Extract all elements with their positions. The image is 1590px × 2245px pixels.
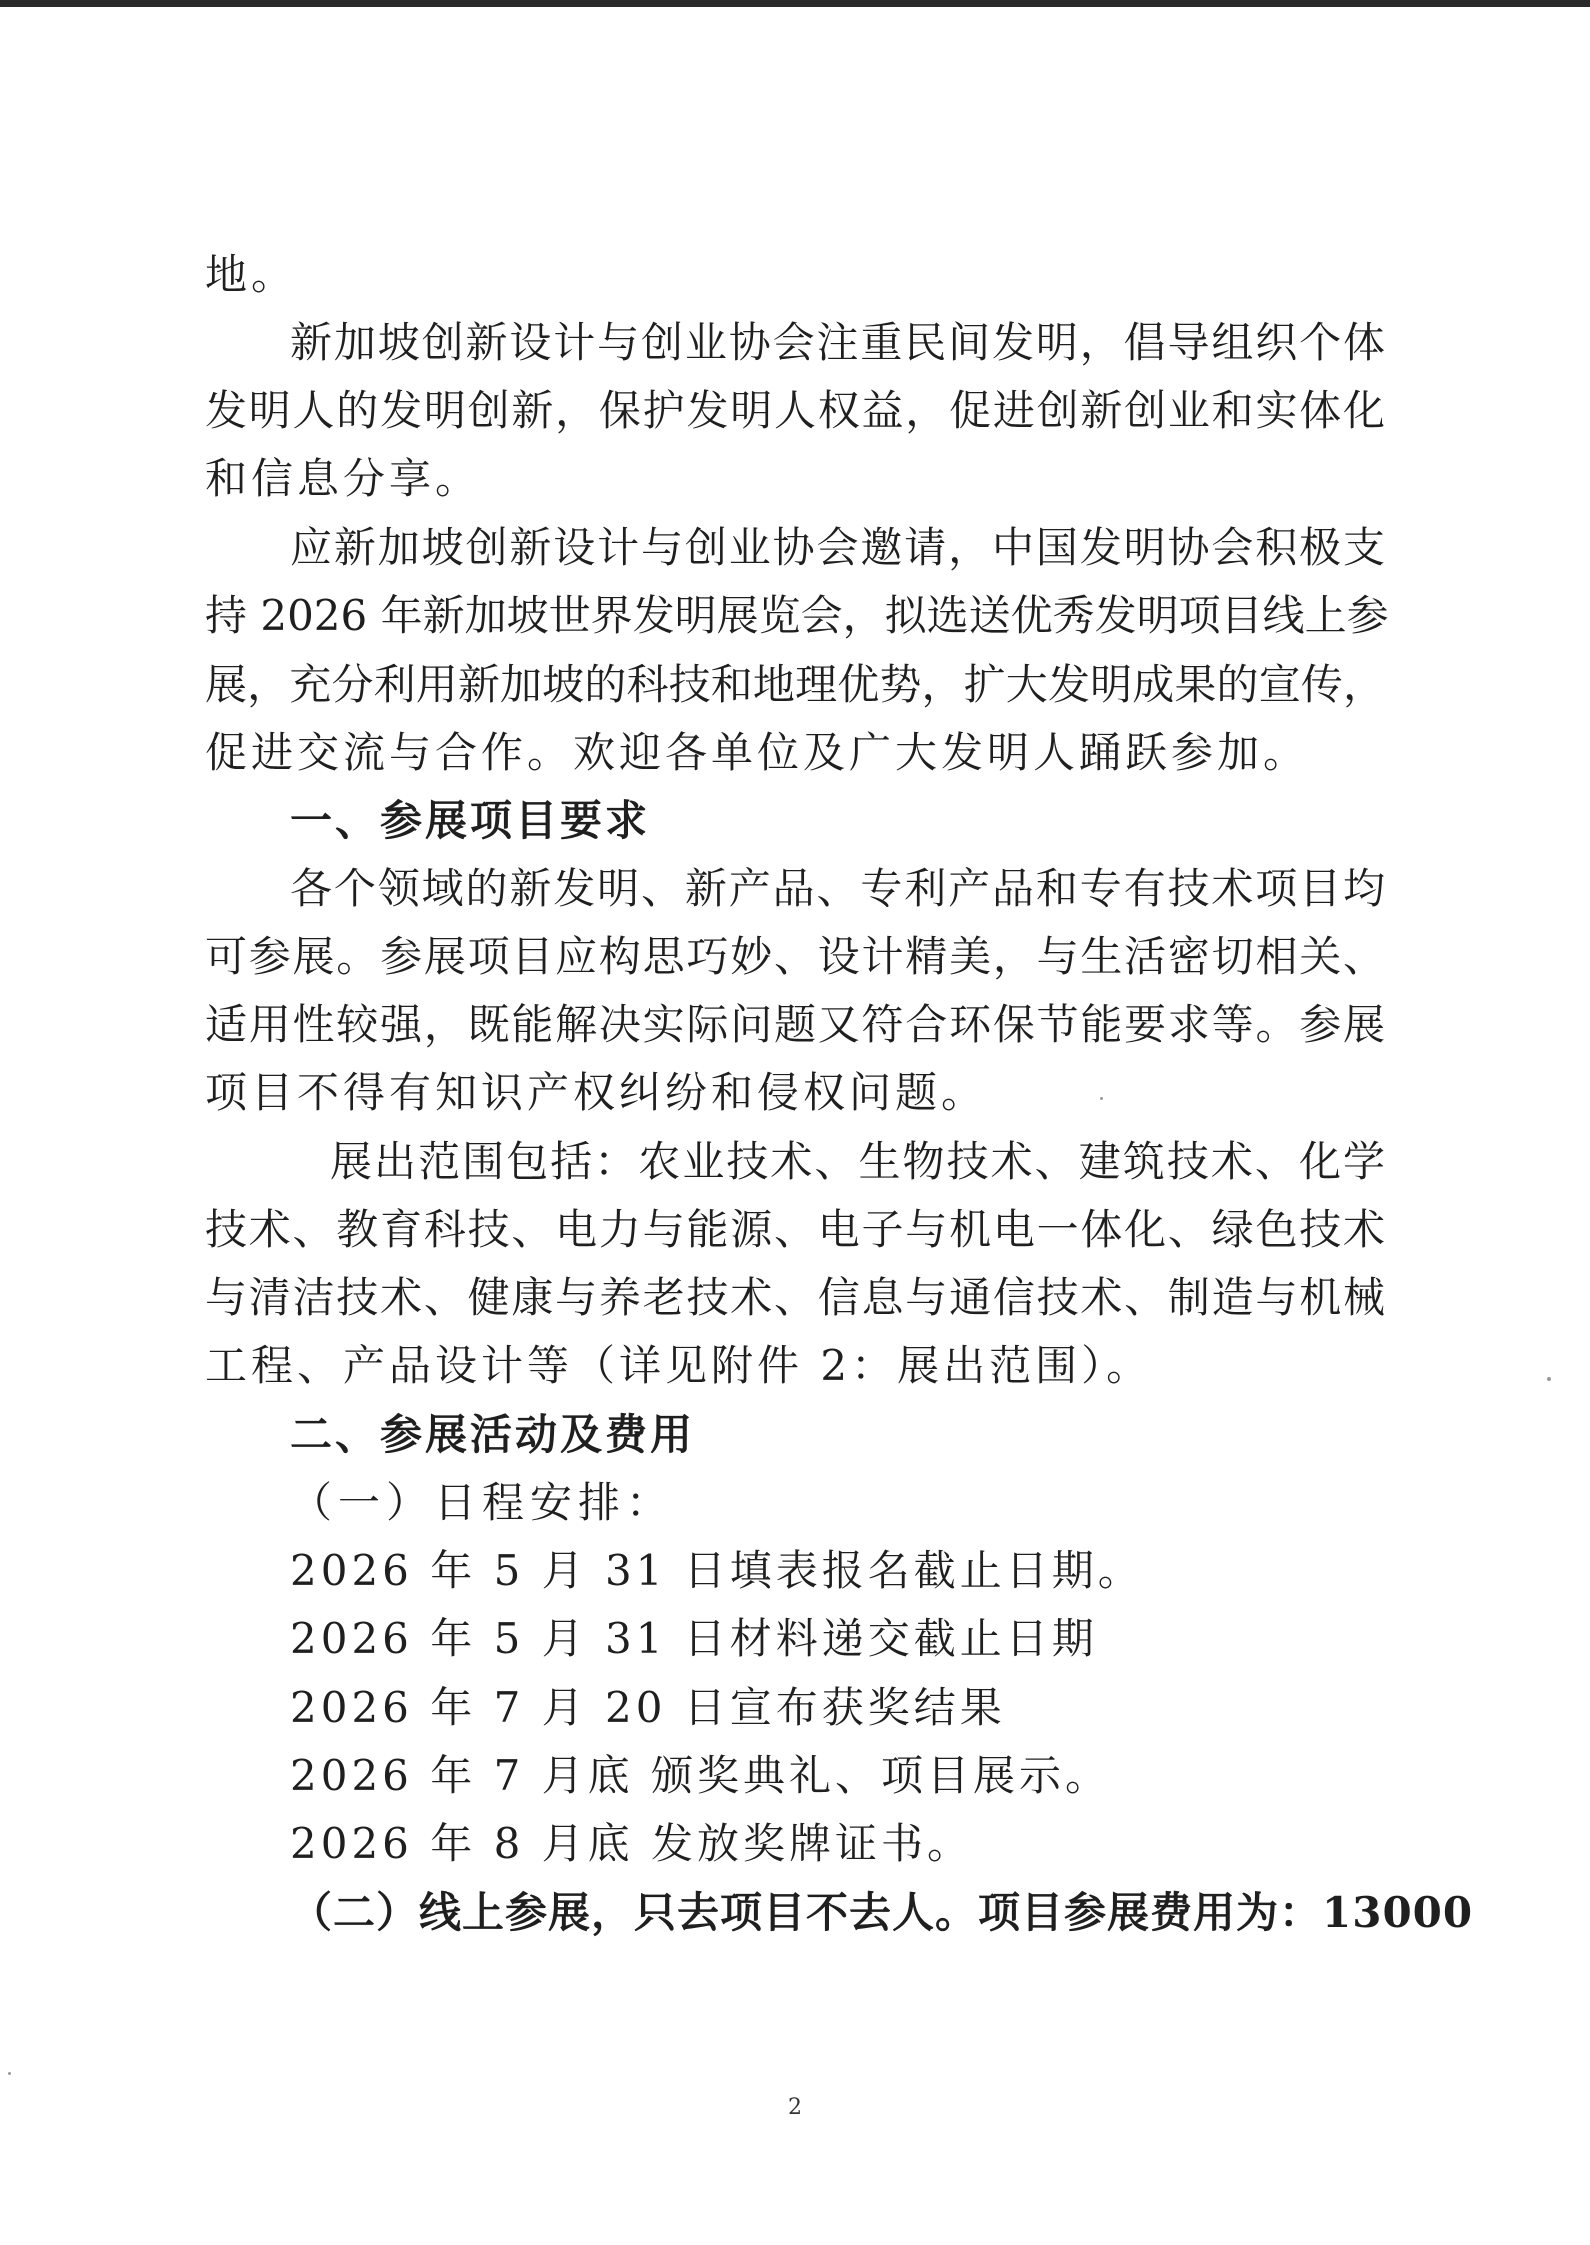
- paragraph-line: 展，充分利用新加坡的科技和地理优势，扩大发明成果的宣传，: [205, 660, 1385, 709]
- paragraph-line: 适用性较强，既能解决实际问题又符合环保节能要求等。参展: [205, 1000, 1385, 1049]
- paragraph-line: 新加坡创新设计与创业协会注重民间发明，倡导组织个体: [290, 318, 1385, 367]
- page-number: 2: [788, 2095, 802, 2120]
- paragraph-line: 技术、教育科技、电力与能源、电子与机电一体化、绿色技术: [205, 1205, 1385, 1254]
- paragraph-line: 与清洁技术、健康与养老技术、信息与通信技术、制造与机械: [205, 1273, 1385, 1322]
- scan-top-border: [0, 0, 1590, 7]
- schedule-item: 2026 年 7 月 20 日宣布获奖结果: [290, 1683, 1006, 1732]
- paragraph-line: 地。: [205, 250, 298, 299]
- section-heading-2: 二、参展活动及费用: [290, 1410, 696, 1459]
- scan-speck: [1547, 1377, 1551, 1381]
- paragraph-line: 展出范围包括：农业技术、生物技术、建筑技术、化学: [330, 1137, 1385, 1186]
- paragraph-line: 项目不得有知识产权纠纷和侵权问题。: [205, 1068, 988, 1117]
- scan-speck: [1100, 1097, 1103, 1100]
- paragraph-line: 应新加坡创新设计与创业协会邀请，中国发明协会积极支: [290, 523, 1385, 572]
- paragraph-line: 可参展。参展项目应构思巧妙、设计精美，与生活密切相关、: [205, 932, 1385, 981]
- paragraph-line: 促进交流与合作。欢迎各单位及广大发明人踊跃参加。: [205, 728, 1310, 777]
- paragraph-line: 和信息分享。: [205, 454, 482, 503]
- scan-speck: [8, 2072, 11, 2075]
- schedule-item: 2026 年 7 月底 颁奖典礼、项目展示。: [290, 1751, 1112, 1800]
- subheading-schedule: （一）日程安排：: [290, 1478, 675, 1527]
- subheading-fees: （二）线上参展，只去项目不去人。项目参展费用为：13000: [290, 1888, 1474, 1937]
- schedule-item: 2026 年 8 月底 发放奖牌证书。: [290, 1819, 974, 1868]
- section-heading-1: 一、参展项目要求: [290, 796, 651, 845]
- paragraph-line: 各个领域的新发明、新产品、专利产品和专有技术项目均: [290, 864, 1385, 913]
- schedule-item: 2026 年 5 月 31 日材料递交截止日期: [290, 1614, 1098, 1663]
- paragraph-line: 发明人的发明创新，保护发明人权益，促进创新创业和实体化: [205, 386, 1385, 435]
- schedule-item: 2026 年 5 月 31 日填表报名截止日期。: [290, 1546, 1144, 1595]
- paragraph-line: 工程、产品设计等（详见附件 2：展出范围）。: [205, 1341, 1153, 1390]
- paragraph-line: 持 2026 年新加坡世界发明展览会，拟选送优秀发明项目线上参: [205, 591, 1389, 640]
